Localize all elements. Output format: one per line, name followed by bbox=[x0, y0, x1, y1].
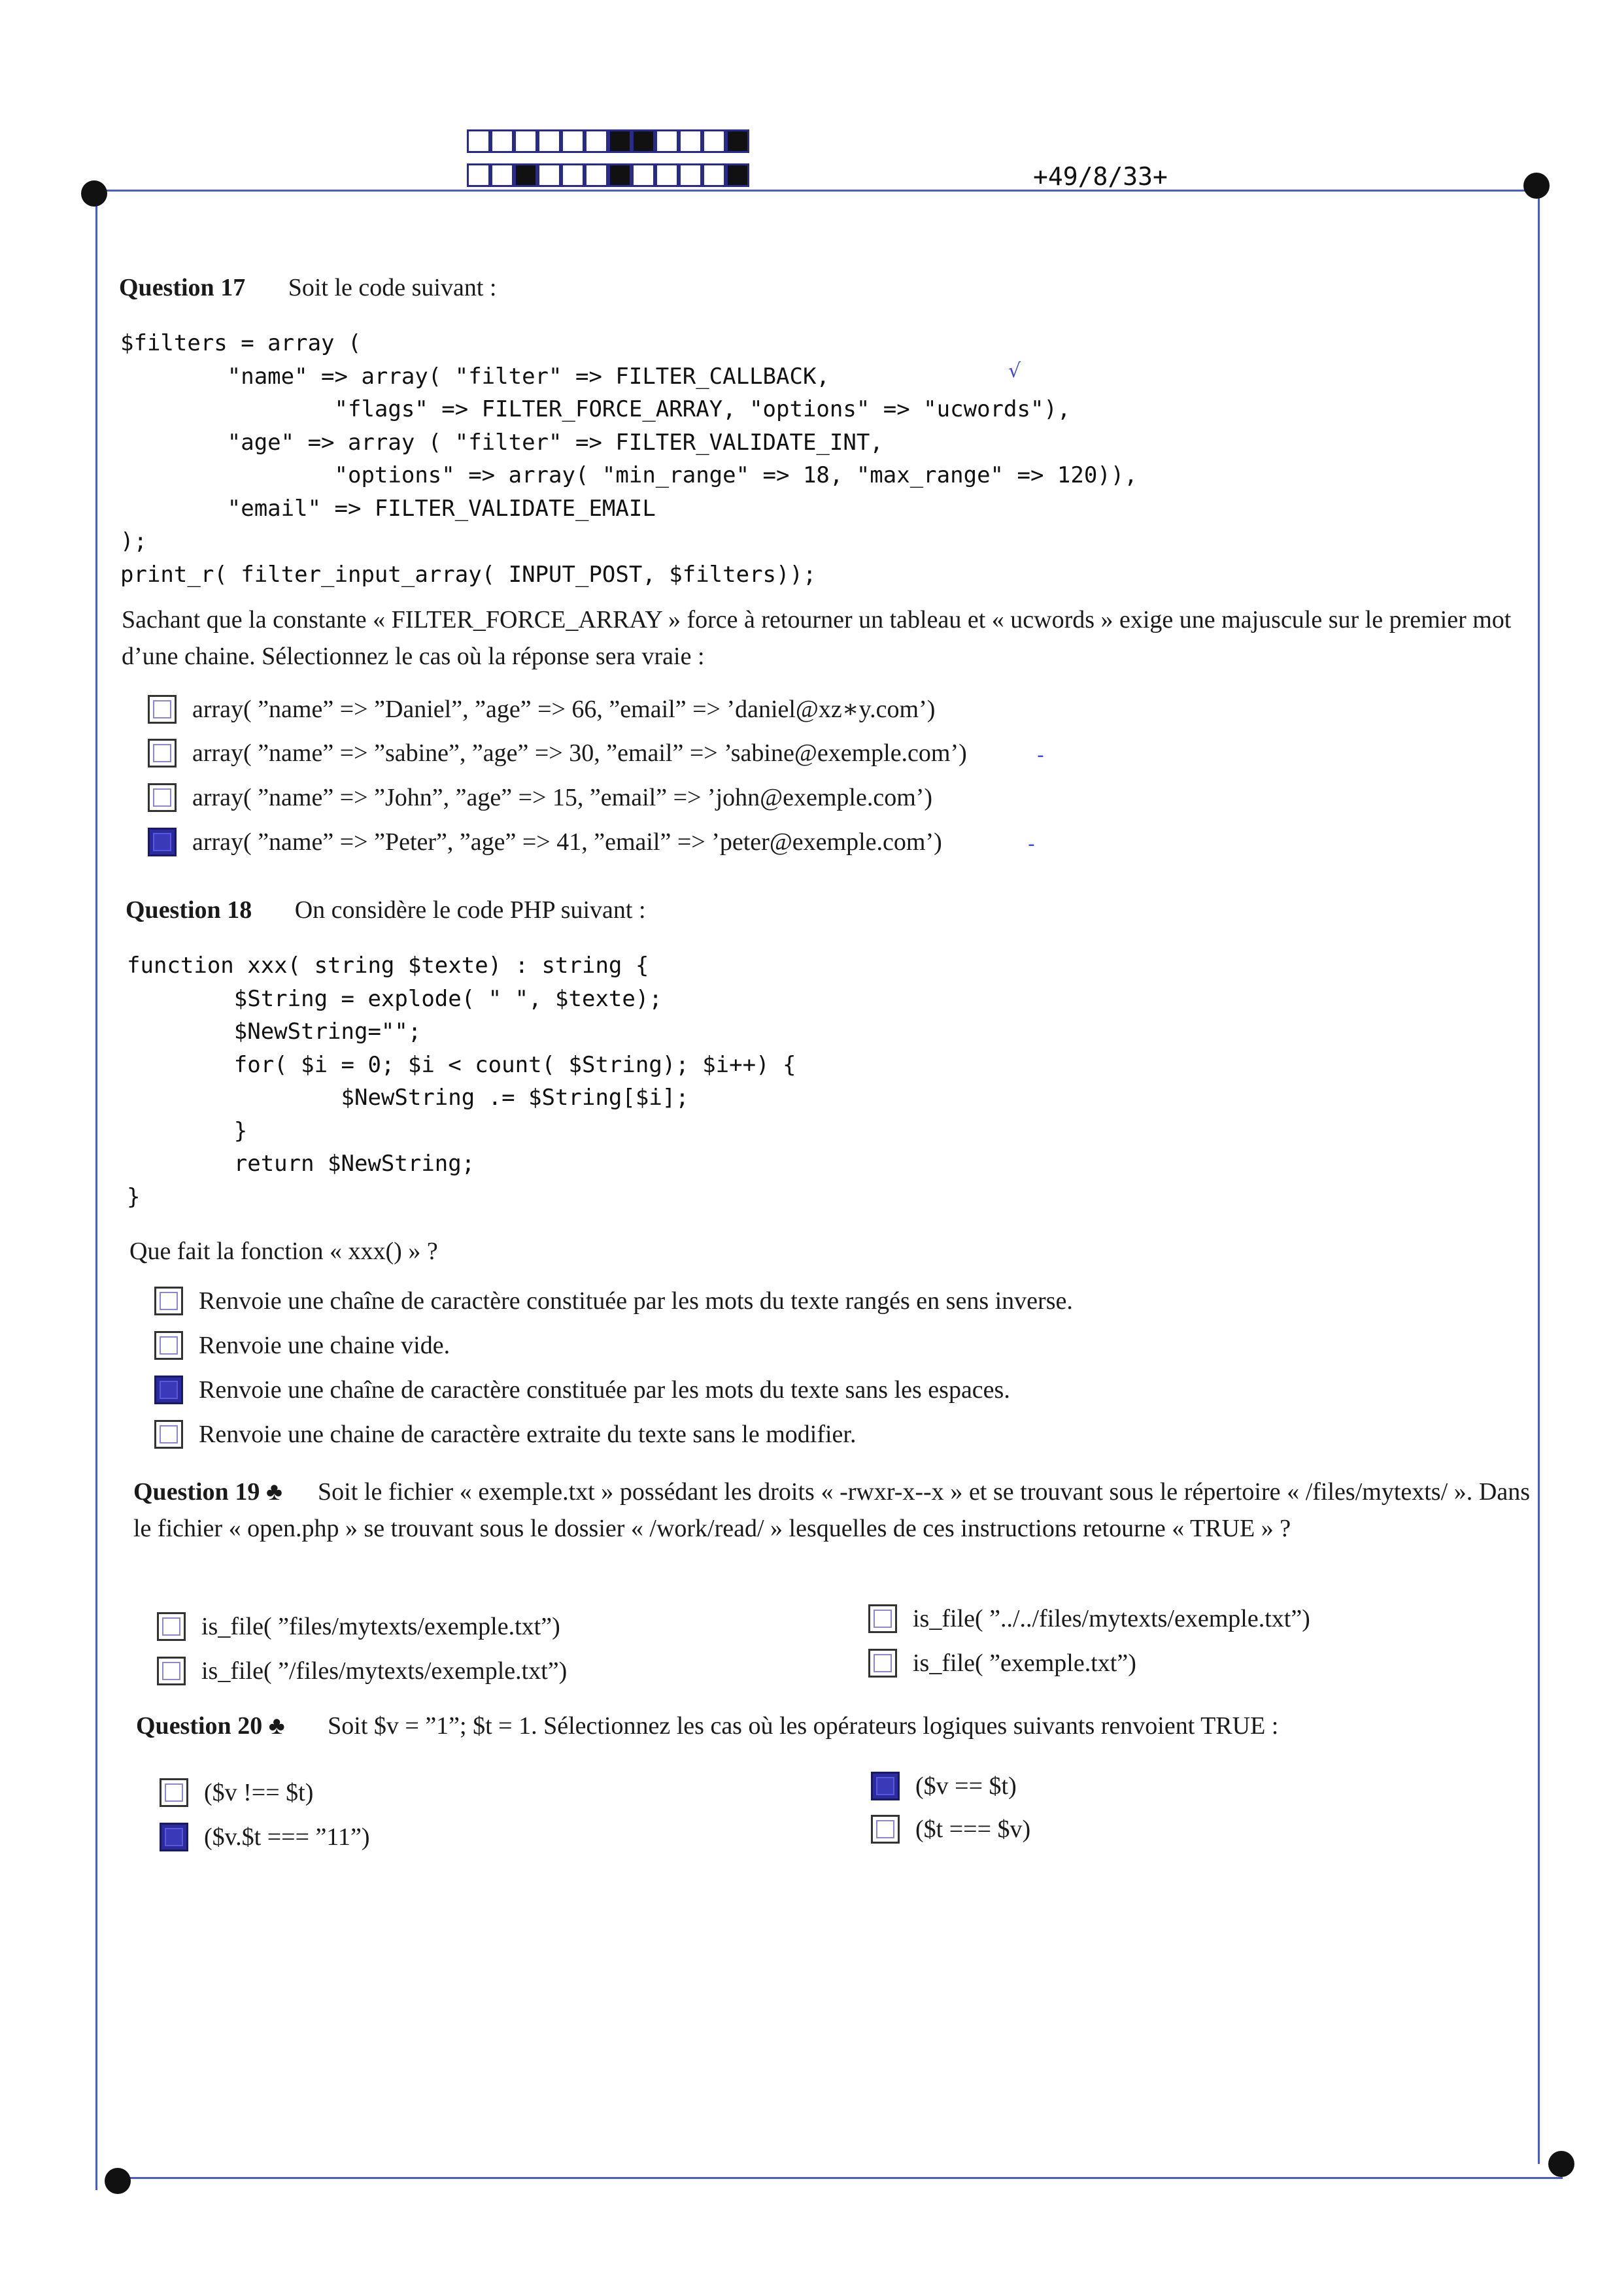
pencil-mark-icon: - bbox=[1028, 833, 1035, 856]
checkbox-checked[interactable] bbox=[148, 828, 177, 856]
option-label: ($v !== $t) bbox=[204, 1779, 314, 1806]
answer-option[interactable] bbox=[148, 694, 935, 724]
checkbox[interactable] bbox=[157, 1657, 186, 1685]
question-prompt: Soit $v = ”1”; $t = 1. Sélectionnez les cas où les opérateurs logiques suivants renvoient TRUE : bbox=[328, 1712, 1279, 1740]
answer-option[interactable] bbox=[160, 1778, 313, 1807]
option-label: array( ”name” => ”sabine”, ”age” => 30, ”email” => ’sabine@exemple.com’) bbox=[192, 739, 967, 767]
answer-option[interactable] bbox=[154, 1420, 856, 1449]
answer-option[interactable] bbox=[148, 739, 967, 768]
checkbox[interactable] bbox=[148, 739, 177, 768]
question-prompt: Soit le code suivant : bbox=[288, 274, 497, 301]
question-label: Question 18 bbox=[126, 896, 252, 924]
question-17-header bbox=[119, 273, 496, 302]
question-18-header bbox=[126, 896, 646, 924]
question-17-text: Sachant que la constante « FILTER_FORCE_ARRAY » force à retourner un tableau et « ucwords » exige une majuscule sur le premier mot d’une chaine. Sélectionnez le cas où la réponse sera vraie : bbox=[122, 606, 1512, 670]
answer-option[interactable] bbox=[148, 828, 942, 856]
question-19-text bbox=[133, 1474, 1530, 1547]
frame-left-line bbox=[95, 190, 97, 2190]
checkbox[interactable] bbox=[160, 1778, 188, 1807]
option-label: Renvoie une chaine de caractère extraite du texte sans le modifier. bbox=[199, 1421, 857, 1448]
barcode-row-2 bbox=[467, 163, 749, 187]
frame-bottom-line bbox=[118, 2177, 1563, 2179]
option-label: is_file( ”files/mytexts/exemple.txt”) bbox=[201, 1613, 560, 1640]
page-id: +49/8/33+ bbox=[1033, 162, 1168, 191]
option-label: Renvoie une chaîne de caractère constituée par les mots du texte rangés en sens inverse. bbox=[199, 1287, 1073, 1315]
answer-option[interactable] bbox=[871, 1772, 1017, 1800]
answer-option[interactable] bbox=[157, 1612, 560, 1641]
answer-option[interactable] bbox=[868, 1604, 1310, 1633]
question-label: Question 17 bbox=[119, 274, 246, 301]
checkbox[interactable] bbox=[148, 783, 177, 812]
checkbox[interactable] bbox=[868, 1604, 897, 1633]
question-label: Question 20 ♣ bbox=[136, 1712, 285, 1740]
answer-option[interactable] bbox=[154, 1331, 450, 1360]
option-label: is_file( ”../../files/mytexts/exemple.txt”) bbox=[913, 1605, 1310, 1632]
option-label: ($v.$t === ”11”) bbox=[204, 1823, 370, 1851]
checkbox-checked[interactable] bbox=[160, 1823, 188, 1851]
option-label: Renvoie une chaîne de caractère constituée par les mots du texte sans les espaces. bbox=[199, 1376, 1010, 1404]
barcode-row-1 bbox=[467, 129, 749, 153]
corner-mark-bottom-right bbox=[1548, 2151, 1574, 2177]
answer-option[interactable] bbox=[868, 1649, 1136, 1678]
checkbox[interactable] bbox=[871, 1815, 900, 1844]
checkbox-checked[interactable] bbox=[871, 1772, 900, 1800]
question-prompt: On considère le code PHP suivant : bbox=[294, 896, 646, 924]
question-prompt: Soit le fichier « exemple.txt » possédant les droits « -rwxr-x--x » et se trouvant sous le répertoire « /files/mytexts/ ». Dans le fichier « open.php » se trouvant sous le dossier « /work/read/ » lesquelles de ces instructions retourne « TRUE » ? bbox=[133, 1478, 1530, 1542]
option-label: ($v == $t) bbox=[915, 1772, 1017, 1800]
frame-right-line bbox=[1538, 190, 1540, 2164]
question-20-header bbox=[136, 1712, 1278, 1740]
option-label: array( ”name” => ”John”, ”age” => 15, ”email” => ’john@exemple.com’) bbox=[192, 784, 933, 811]
checkbox[interactable] bbox=[157, 1612, 186, 1641]
answer-option[interactable] bbox=[154, 1376, 1010, 1404]
checkbox-checked[interactable] bbox=[154, 1376, 183, 1404]
checkbox[interactable] bbox=[154, 1420, 183, 1449]
option-label: ($t === $v) bbox=[915, 1815, 1031, 1843]
checkbox[interactable] bbox=[868, 1649, 897, 1678]
corner-mark-bottom-left bbox=[105, 2168, 131, 2194]
option-label: array( ”name” => ”Peter”, ”age” => 41, ”email” => ’peter@exemple.com’) bbox=[192, 828, 942, 856]
frame-top-line bbox=[95, 190, 1538, 192]
checkbox[interactable] bbox=[154, 1287, 183, 1315]
question-17-code: $filters = array ( "name" => array( "filter" => FILTER_CALLBACK, "flags" => FILTER_FORCE_ARRAY, "options" => "ucwords"), "age" => array ( "filter" => FILTER_VALIDATE_INT, "options" => array( "min_range" => 18, "max_range" => 120)), "email" => FILTER_VALIDATE_EMAIL ); print_r( filter_input_array( INPUT_POST, $filters)); bbox=[120, 330, 1138, 588]
checkbox[interactable] bbox=[148, 695, 177, 724]
pencil-mark-icon: - bbox=[1037, 744, 1044, 767]
answer-option[interactable] bbox=[148, 783, 932, 812]
answer-option[interactable] bbox=[154, 1287, 1073, 1315]
pencil-mark-icon: √ bbox=[1008, 360, 1021, 382]
answer-option[interactable] bbox=[871, 1815, 1030, 1844]
question-18-text: Que fait la fonction « xxx() » ? bbox=[129, 1238, 438, 1265]
corner-mark-top-left bbox=[81, 180, 107, 207]
option-label: is_file( ”/files/mytexts/exemple.txt”) bbox=[201, 1657, 568, 1685]
option-label: is_file( ”exemple.txt”) bbox=[913, 1649, 1136, 1677]
option-label: array( ”name” => ”Daniel”, ”age” => 66, ”email” => ’daniel@xz∗y.com’) bbox=[192, 696, 936, 723]
checkbox[interactable] bbox=[154, 1331, 183, 1360]
question-label: Question 19 ♣ bbox=[133, 1478, 283, 1506]
corner-mark-top-right bbox=[1523, 173, 1550, 199]
option-label: Renvoie une chaine vide. bbox=[199, 1332, 450, 1359]
question-18-code: function xxx( string $texte) : string { $String = explode( " ", $texte); $NewString=""; for( $i = 0; $i < count( $String); $i++) { $NewString .= $String[$i]; } return $NewString; } bbox=[127, 953, 796, 1210]
answer-option[interactable] bbox=[157, 1657, 567, 1685]
answer-option[interactable] bbox=[160, 1823, 370, 1851]
